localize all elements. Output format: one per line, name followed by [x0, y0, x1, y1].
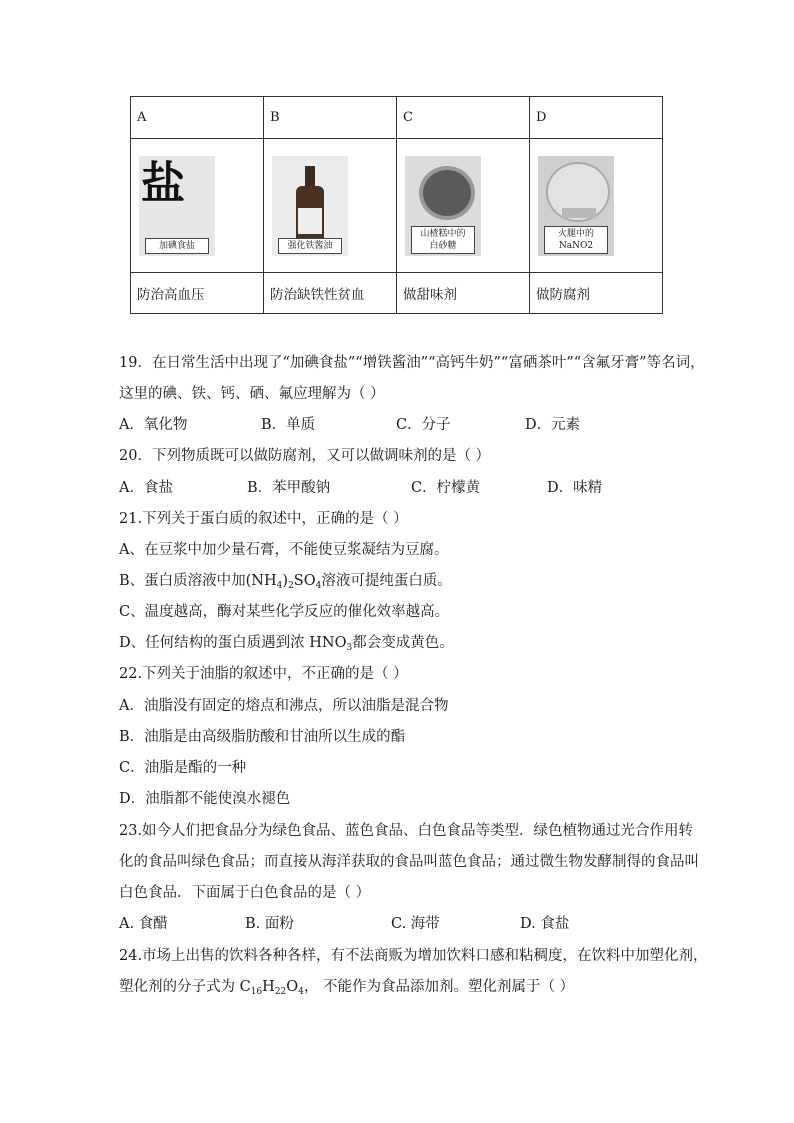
q23-option-c: C. 海带 [391, 916, 440, 932]
image-label-d: 火腿中的 NaNO2 [544, 226, 608, 254]
q20-option-d: D．味精 [547, 480, 603, 496]
q24-line1: 24.市场上出售的饮料各种各样，有不法商贩为增加饮料口感和粘稠度，在饮料中加塑化剂， [119, 948, 708, 964]
q19-option-c: C．分子 [396, 417, 451, 433]
header-c: C [397, 97, 530, 139]
ham-photo [538, 156, 614, 256]
q21-option-b: B、蛋白质溶液中加$(NH_4)_2SO_4$溶液可提纯蛋白质。 [119, 573, 452, 591]
hawthorn-cake-photo [405, 156, 481, 256]
q22-line1: 22.下列关于油脂的叙述中，不正确的是（ ） [119, 666, 408, 682]
q23-line2: 化的食品叫绿色食品；而直接从海洋获取的食品叫蓝色食品；通过微生物发酵制得的食品叫 [119, 854, 699, 870]
image-label-c: 山楂糕中的 白砂糖 [411, 226, 475, 254]
q20-option-c: C．柠檬黄 [411, 480, 481, 496]
use-c: 做甜味剂 [397, 273, 530, 314]
header-b: B [264, 97, 397, 139]
image-label-b: 强化铁酱油 [278, 238, 342, 254]
use-a: 防治高血压 [131, 273, 264, 314]
options-table [130, 96, 663, 314]
q23-option-a: A. 食醋 [119, 916, 168, 932]
iodized-salt-photo [139, 156, 215, 256]
q19-option-a: A．氧化物 [119, 417, 188, 433]
candy-shape [419, 166, 475, 220]
ham-shape [562, 208, 596, 218]
q19-option-b: B．单质 [261, 417, 316, 433]
q23-line3: 白色食品．下面属于白色食品的是（ ） [119, 885, 371, 901]
q22-option-d: D．油脂都不能使溴水褪色 [119, 791, 291, 807]
header-d: D [530, 97, 663, 139]
q19-line2: 这里的碘、铁、钙、硒、氟应理解为（ ） [119, 386, 385, 402]
image-cell-d [530, 139, 663, 273]
use-d: 做防腐剂 [530, 273, 663, 314]
q20-option-a: A．食盐 [119, 480, 173, 496]
q21-option-c: C、温度越高，酶对某些化学反应的催化效率越高。 [119, 604, 450, 620]
q23-line1: 23.如今人们把食品分为绿色食品、蓝色食品、白色食品等类型．绿色植物通过光合作用转 [119, 823, 694, 839]
q22-option-b: B．油脂是由高级脂肪酸和甘油所以生成的酯 [119, 729, 406, 745]
salt-glyph: 盐 [141, 157, 185, 209]
q20-option-b: B．苯甲酸钠 [247, 480, 331, 496]
soy-sauce-photo [272, 156, 348, 256]
bottle-tag [298, 208, 322, 234]
q19-line1: 19．在日常生活中出现了“加碘食盐”“增铁酱油”“高钙牛奶”“富硒茶叶”“含氟牙膏”等名词， [119, 355, 705, 371]
image-cell-a [131, 139, 264, 273]
q21-option-a: A、在豆浆中加少量石膏，不能使豆浆凝结为豆腐。 [119, 542, 449, 558]
bottle-neck [305, 166, 315, 188]
q22-option-c: C．油脂是酯的一种 [119, 760, 247, 776]
q21-line1: 21.下列关于蛋白质的叙述中，正确的是（ ） [119, 511, 408, 527]
image-label-a: 加碘食盐 [145, 238, 209, 254]
q23-option-b: B. 面粉 [245, 916, 294, 932]
q19-option-d: D．元素 [525, 417, 581, 433]
image-cell-b [264, 139, 397, 273]
q20-line1: 20．下列物质既可以做防腐剂，又可以做调味剂的是（ ） [119, 448, 491, 464]
q21-option-d: D、任何结构的蛋白质遇到浓 $HNO_3$都会变成黄色。 [119, 635, 454, 653]
q24-line2: 塑化剂的分子式为 $C_{16}H_{22}O_4$， 不能作为食品添加剂。塑化剂属于（ ） [119, 979, 575, 997]
header-a: A [131, 97, 264, 139]
q22-option-a: A．油脂没有固定的熔点和沸点，所以油脂是混合物 [119, 698, 449, 714]
use-b: 防治缺铁性贫血 [264, 273, 397, 314]
q23-option-d: D. 食盐 [520, 916, 570, 932]
image-cell-c [397, 139, 530, 273]
